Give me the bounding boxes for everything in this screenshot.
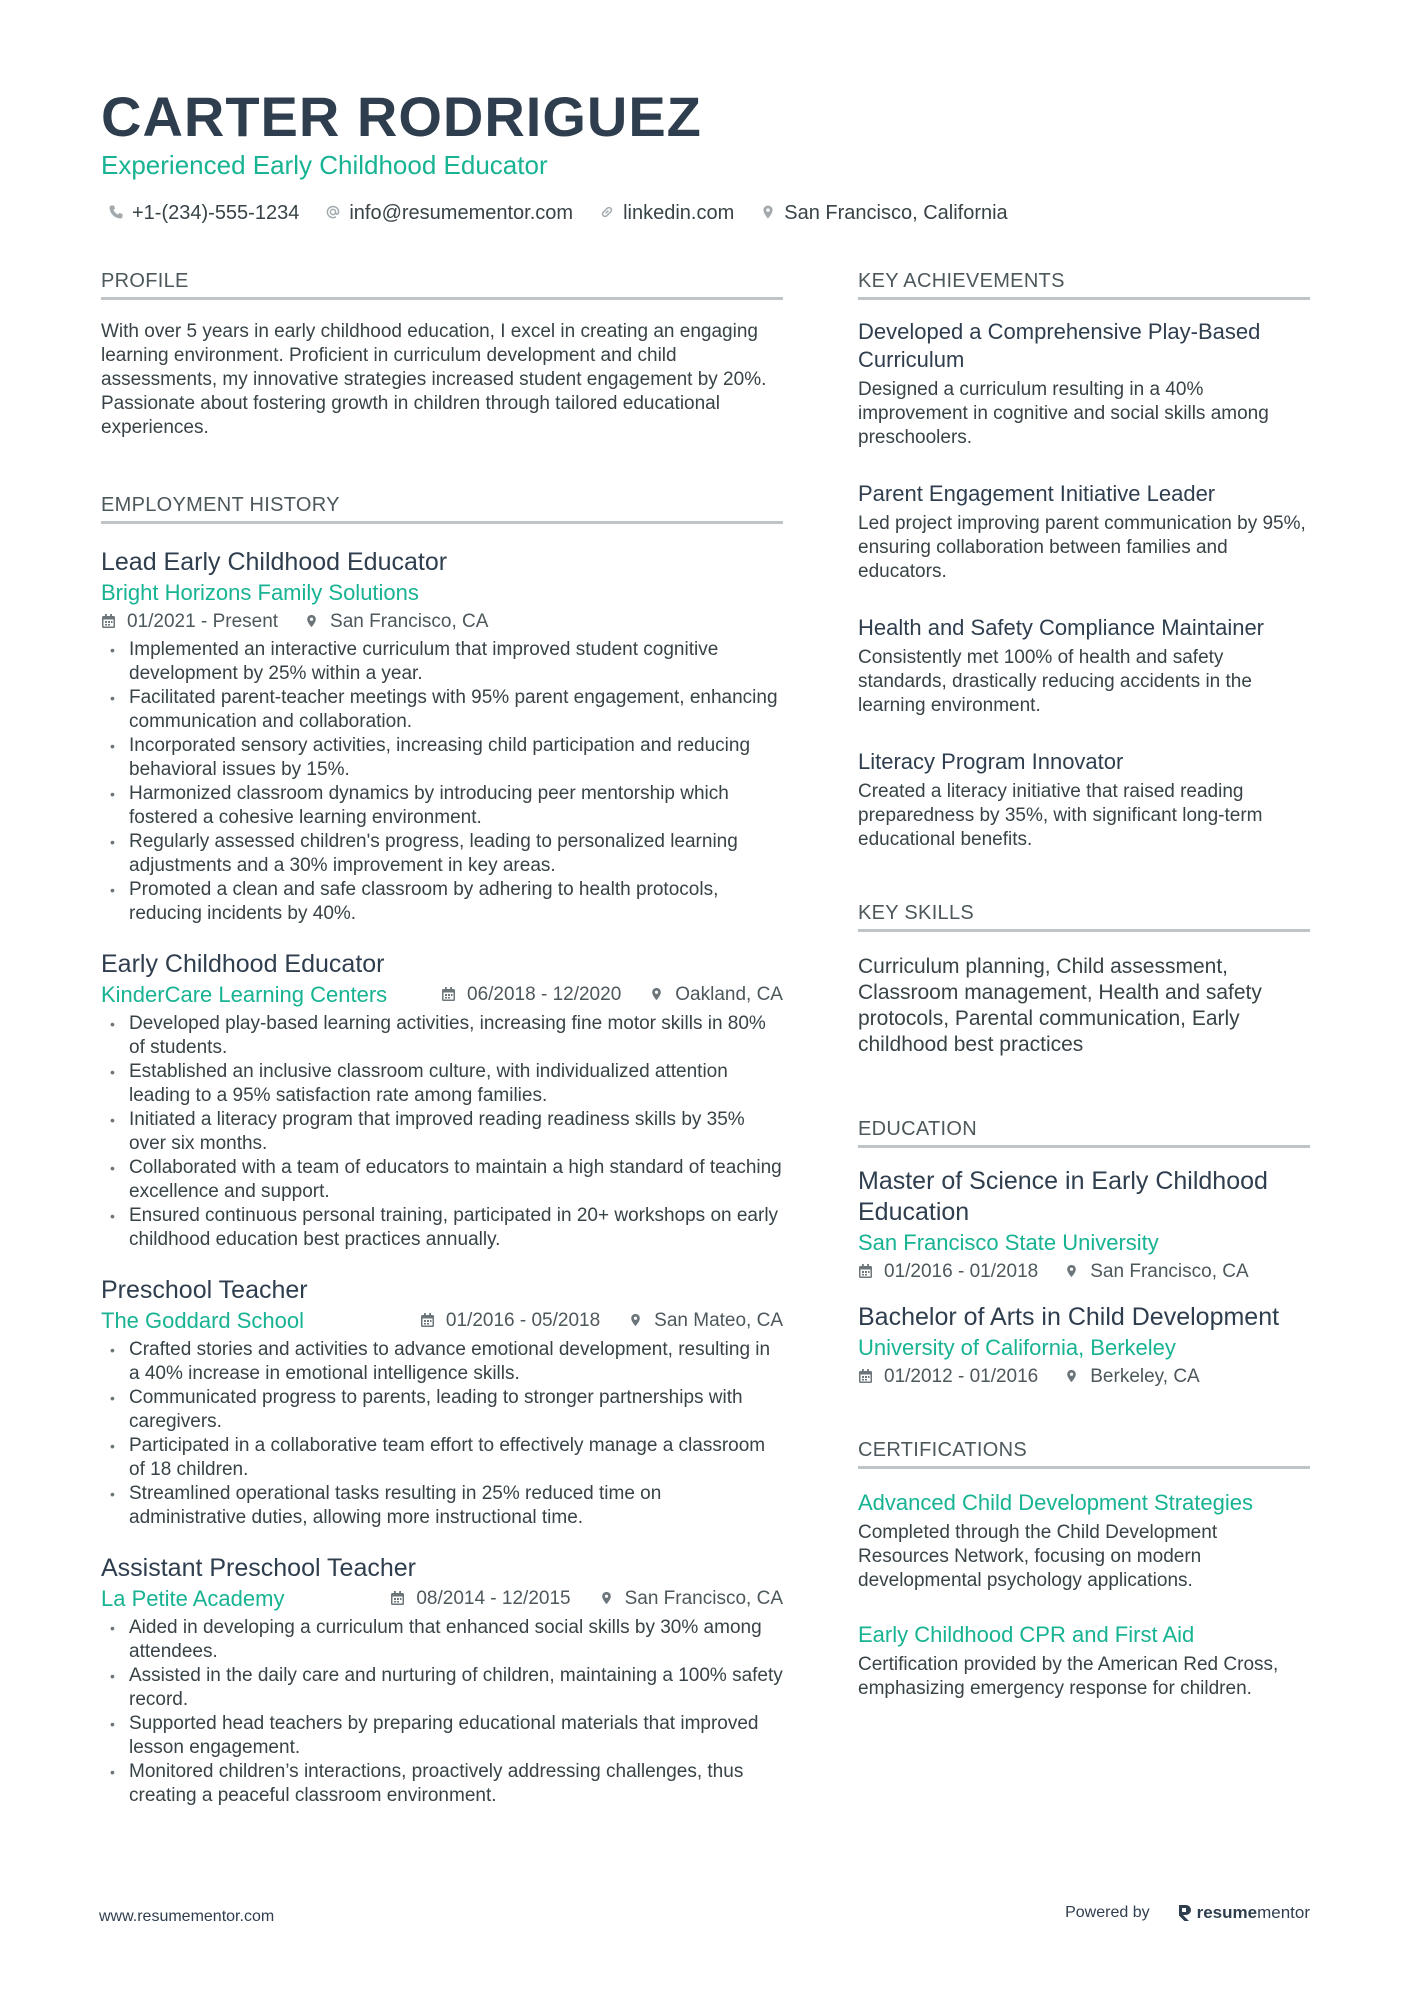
contact-linkedin bbox=[599, 202, 734, 225]
job-title: Lead Early Childhood Educator bbox=[101, 548, 448, 576]
contact-linkedin-text[interactable]: linkedin.com bbox=[623, 201, 735, 224]
certification-title: Advanced Child Development Strategies bbox=[858, 1490, 1254, 1515]
education-degree: Master of Science in Early Childhood Education bbox=[858, 1167, 1268, 1226]
education-entry bbox=[858, 1166, 1310, 1286]
calendar-icon bbox=[101, 613, 119, 631]
calendar-icon bbox=[420, 1312, 438, 1330]
job-entry bbox=[101, 948, 783, 1252]
job-dates-text: 01/2021 - Present bbox=[127, 611, 279, 632]
job-entry bbox=[101, 546, 783, 926]
candidate-name: CARTER RODRIGUEZ bbox=[101, 85, 702, 148]
link-icon bbox=[599, 204, 617, 222]
employment-heading: EMPLOYMENT HISTORY bbox=[101, 492, 783, 524]
list-item: • Communicated progress to parents, leading to stronger partnerships with caregivers. bbox=[101, 1386, 783, 1434]
education-school: San Francisco State University bbox=[858, 1230, 1159, 1255]
job-location-text: San Mateo, CA bbox=[654, 1310, 783, 1331]
job-dates-text: 06/2018 - 12/2020 bbox=[467, 984, 622, 1005]
job-title: Preschool Teacher bbox=[101, 1276, 308, 1304]
achievement-title: Parent Engagement Initiative Leader bbox=[858, 481, 1216, 506]
brand-bold: resume bbox=[1196, 1903, 1258, 1922]
education-heading: EDUCATION bbox=[858, 1116, 1310, 1148]
job-location bbox=[628, 1310, 783, 1332]
list-item: • Initiated a literacy program that improved reading readiness skills by 35% over six months. bbox=[101, 1108, 783, 1156]
job-company: The Goddard School bbox=[101, 1308, 305, 1333]
achievement-item bbox=[858, 748, 1310, 852]
achievement-title: Developed a Comprehensive Play-Based Curriculum bbox=[858, 319, 1261, 372]
phone-icon bbox=[108, 204, 126, 222]
job-company: La Petite Academy bbox=[101, 1586, 285, 1611]
education-location bbox=[1064, 1261, 1248, 1283]
education-location bbox=[1064, 1366, 1199, 1388]
list-item: • Supported head teachers by preparing educational materials that improved lesson engagement. bbox=[101, 1712, 783, 1760]
job-location-text: San Francisco, CA bbox=[330, 611, 489, 632]
calendar-icon bbox=[858, 1263, 876, 1281]
skills-list: Curriculum planning, Child assessment, Classroom management, Health and safety protocols, Parental communication, Early childhood best practices bbox=[858, 955, 1262, 1056]
education-dates-text: 01/2016 - 01/2018 bbox=[884, 1261, 1039, 1282]
achievement-desc: Created a literacy initiative that raised reading preparedness by 35%, with significant long-term educational benefits. bbox=[858, 781, 1263, 850]
list-item: • Promoted a clean and safe classroom by adhering to health protocols, reducing incidents by 40%. bbox=[101, 878, 783, 926]
employment-section bbox=[101, 492, 783, 1808]
location-icon bbox=[1064, 1368, 1082, 1386]
job-location-text: Oakland, CA bbox=[675, 984, 783, 1005]
certification-title: Early Childhood CPR and First Aid bbox=[858, 1622, 1195, 1647]
footer-url[interactable]: www.resumementor.com bbox=[99, 1908, 275, 1925]
job-title: Assistant Preschool Teacher bbox=[101, 1554, 416, 1582]
location-icon bbox=[599, 1590, 617, 1608]
education-location-text: Berkeley, CA bbox=[1090, 1366, 1200, 1387]
certifications-heading: CERTIFICATIONS bbox=[858, 1437, 1310, 1469]
job-bullets bbox=[101, 1338, 783, 1530]
job-location bbox=[649, 984, 783, 1006]
contact-email bbox=[325, 202, 573, 225]
location-icon bbox=[304, 613, 322, 631]
location-icon bbox=[649, 986, 667, 1004]
list-item: • Established an inclusive classroom culture, with individualized attention leading to a 95% satisfaction rate among families. bbox=[101, 1060, 783, 1108]
job-meta bbox=[101, 608, 783, 636]
calendar-icon bbox=[390, 1590, 408, 1608]
job-dates bbox=[441, 984, 621, 1006]
job-dates bbox=[420, 1310, 600, 1332]
profile-summary: With over 5 years in early childhood education, I excel in creating an engaging learning environment. Proficient in curriculum development and child assessments, my innovative strategies increased student engagement by 20%. Passionate about fostering growth in children through tailored educational experiences. bbox=[101, 321, 767, 438]
job-company-line bbox=[101, 1584, 783, 1614]
job-location-text: San Francisco, CA bbox=[624, 1588, 783, 1609]
job-entry bbox=[101, 1552, 783, 1808]
list-item: • Incorporated sensory activities, increasing child participation and reducing behavioral issues by 15%. bbox=[101, 734, 783, 782]
list-item: • Regularly assessed children's progress, leading to personalized learning adjustments and a 30% improvement in key areas. bbox=[101, 830, 783, 878]
brand-light: mentor bbox=[1257, 1903, 1310, 1922]
footer-brand[interactable] bbox=[1065, 1903, 1310, 1923]
left-column bbox=[101, 268, 783, 1808]
list-item: • Collaborated with a team of educators to maintain a high standard of teaching excellence and support. bbox=[101, 1156, 783, 1204]
location-icon bbox=[760, 204, 778, 222]
job-dates bbox=[101, 611, 278, 633]
list-item: • Facilitated parent-teacher meetings with 95% parent engagement, enhancing communication and collaboration. bbox=[101, 686, 783, 734]
at-icon bbox=[325, 204, 343, 222]
achievement-title: Health and Safety Compliance Maintainer bbox=[858, 615, 1265, 640]
certification-desc: Certification provided by the American Red Cross, emphasizing emergency response for children. bbox=[858, 1654, 1279, 1699]
job-location bbox=[304, 611, 488, 633]
job-title: Early Childhood Educator bbox=[101, 950, 385, 978]
list-item: • Ensured continuous personal training, participated in 20+ workshops on early childhood education best practices annually. bbox=[101, 1204, 783, 1252]
job-bullets bbox=[101, 1616, 783, 1808]
contact-bar bbox=[108, 198, 1034, 228]
right-column bbox=[858, 268, 1310, 1701]
list-item: • Streamlined operational tasks resulting in 25% reduced time on administrative duties, allowing more instructional time. bbox=[101, 1482, 783, 1530]
achievement-item bbox=[858, 318, 1310, 450]
education-dates bbox=[858, 1261, 1038, 1283]
education-meta bbox=[858, 1258, 1310, 1286]
calendar-icon bbox=[858, 1368, 876, 1386]
job-company: KinderCare Learning Centers bbox=[101, 982, 388, 1007]
job-company-line bbox=[101, 980, 783, 1010]
achievement-title: Literacy Program Innovator bbox=[858, 749, 1124, 774]
job-location bbox=[599, 1588, 783, 1610]
certification-item bbox=[858, 1621, 1310, 1701]
achievements-heading: KEY ACHIEVEMENTS bbox=[858, 268, 1310, 300]
education-dates-text: 01/2012 - 01/2016 bbox=[884, 1366, 1039, 1387]
education-location-text: San Francisco, CA bbox=[1090, 1261, 1249, 1282]
list-item: • Harmonized classroom dynamics by introducing peer mentorship which fostered a cohesive learning environment. bbox=[101, 782, 783, 830]
job-dates-text: 08/2014 - 12/2015 bbox=[416, 1588, 571, 1609]
job-entry bbox=[101, 1274, 783, 1530]
achievement-item bbox=[858, 480, 1310, 584]
job-company-line bbox=[101, 1306, 783, 1336]
job-dates-text: 01/2016 - 05/2018 bbox=[445, 1310, 601, 1331]
job-bullets bbox=[101, 1012, 783, 1252]
job-dates bbox=[390, 1588, 570, 1610]
location-icon bbox=[1064, 1263, 1082, 1281]
calendar-icon bbox=[441, 986, 459, 1004]
location-icon bbox=[628, 1312, 646, 1330]
education-entry bbox=[858, 1302, 1310, 1391]
list-item: • Assisted in the daily care and nurturing of children, maintaining a 100% safety record. bbox=[101, 1664, 783, 1712]
skills-heading: KEY SKILLS bbox=[858, 900, 1310, 932]
achievement-desc: Designed a curriculum resulting in a 40% improvement in cognitive and social skills among preschoolers. bbox=[858, 379, 1269, 448]
list-item: • Implemented an interactive curriculum that improved student cognitive development by 25% within a year. bbox=[101, 638, 783, 686]
contact-phone bbox=[108, 202, 299, 225]
list-item: • Crafted stories and activities to advance emotional development, resulting in a 40% increase in emotional intelligence skills. bbox=[101, 1338, 783, 1386]
achievement-desc: Consistently met 100% of health and safety standards, drastically reducing accidents in the learning environment. bbox=[858, 647, 1252, 716]
list-item: • Monitored children’s interactions, proactively addressing challenges, thus creating a peaceful classroom environment. bbox=[101, 1760, 783, 1808]
education-degree: Bachelor of Arts in Child Development bbox=[858, 1303, 1280, 1331]
education-school: University of California, Berkeley bbox=[858, 1335, 1176, 1360]
certification-desc: Completed through the Child Development Resources Network, focusing on modern developmental psychology applications. bbox=[858, 1522, 1218, 1591]
powered-by-label: Powered by bbox=[1065, 1904, 1150, 1921]
contact-phone-text[interactable]: +1-(234)-555-1234 bbox=[132, 201, 300, 224]
education-section bbox=[858, 1116, 1310, 1391]
education-dates bbox=[858, 1366, 1038, 1388]
education-meta bbox=[858, 1363, 1310, 1391]
skills-section bbox=[858, 900, 1310, 1058]
resumementor-logo[interactable] bbox=[1178, 1903, 1310, 1923]
certifications-section bbox=[858, 1437, 1310, 1701]
candidate-headline: Experienced Early Childhood Educator bbox=[101, 150, 548, 180]
contact-email-text[interactable]: info@resumementor.com bbox=[349, 201, 574, 224]
achievement-desc: Led project improving parent communication by 95%, ensuring collaboration between families and educators. bbox=[858, 513, 1306, 582]
profile-heading: PROFILE bbox=[101, 268, 783, 300]
list-item: • Participated in a collaborative team effort to effectively manage a classroom of 18 children. bbox=[101, 1434, 783, 1482]
contact-location-text: San Francisco, California bbox=[784, 201, 1008, 224]
job-bullets bbox=[101, 638, 783, 926]
resumementor-logo-icon bbox=[1178, 1904, 1192, 1922]
contact-location bbox=[760, 202, 1007, 225]
achievement-item bbox=[858, 614, 1310, 718]
list-item: • Aided in developing a curriculum that enhanced social skills by 30% among attendees. bbox=[101, 1616, 783, 1664]
job-company: Bright Horizons Family Solutions bbox=[101, 580, 419, 605]
certification-item bbox=[858, 1489, 1310, 1593]
list-item: • Developed play-based learning activities, increasing fine motor skills in 80% of students. bbox=[101, 1012, 783, 1060]
